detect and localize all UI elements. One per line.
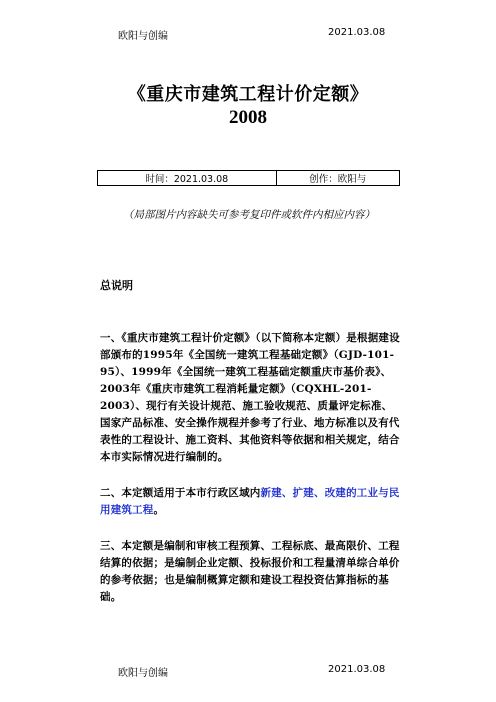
info-time-cell: 时间：2021.03.08 bbox=[98, 171, 277, 186]
paragraph-2-highlight: 新建、扩建、改建的工业与民用建筑工程 bbox=[100, 487, 400, 516]
paragraph-1: 一、《重庆市建筑工程计价定额》（以下简称本定额）是根据建设部颁布的1995年《全国统一建筑工程基础定额》（GJD-101-95）、1999年《全国统一建筑工程基础定额重庆市基价表》、2003年《重庆市建筑工程消耗量定额》（CQXHL-201-2003）、现行有关设计规范、施工验收规范、质量评定标准、国家产品标准、安全操作规程并参考了行业、地方标准以及有代表性的工程设计、施工资料、其他资料等依据和相关规定，结合本市实际情况进行编制的。 bbox=[100, 332, 400, 463]
missing-content-note: （局部图片内容缺失可参考复印件或软件内相应内容） bbox=[123, 209, 375, 221]
paragraph-3: 三、本定额是编制和审核工程预算、工程标底、最高限价、工程结算的依据；是编制企业定额、投标报价和工程量清单综合单价的参考依据；也是编制概算定额和建设工程投资估算指标的基础。 bbox=[100, 540, 400, 603]
header-right: 2021.03.08 bbox=[328, 27, 386, 38]
paragraph-2-prefix: 二、本定额适用于本市行政区域内 bbox=[100, 487, 261, 499]
section-heading: 总说明 bbox=[100, 279, 133, 292]
document-title: 《重庆市建筑工程计价定额》 bbox=[127, 84, 369, 105]
paragraph-2-suffix: 。 bbox=[153, 504, 165, 516]
footer-right: 2021.03.08 bbox=[328, 664, 386, 675]
footer-left: 欧阳与创编 bbox=[118, 668, 168, 679]
info-table bbox=[97, 170, 400, 186]
document-year: 2008 bbox=[229, 107, 267, 128]
paragraph-2 bbox=[100, 485, 400, 519]
header-left: 欧阳与创编 bbox=[118, 31, 168, 42]
info-author-cell: 创作：欧阳与 bbox=[276, 171, 399, 186]
